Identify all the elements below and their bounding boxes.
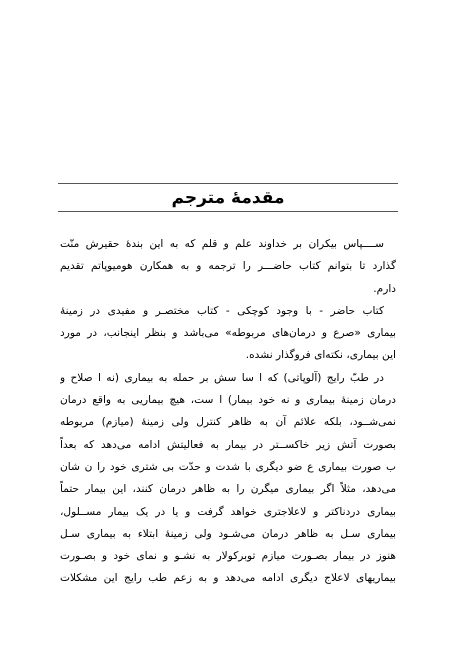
text-line: گذارد تا بتوانم کتاب حاضـــر را ترجمه و به همکارن هومیوپاتم تقدیم [60, 260, 396, 273]
text-line: در طبّ رایج (آلوپاتی) که ا سا سش بر حمله به بیماری (نه ا صلاح و [60, 371, 384, 384]
text-line: هنوز در بیمار بصـورت میازم توبرکولار به نشـو و نمای خود و بصـورت [60, 550, 396, 563]
paragraph-3 [60, 367, 396, 590]
text-line: بیماری «صرع و درمان‌های مربوطه» می‌باشد و بنظر اینجانب، در مورد [60, 327, 396, 340]
text-line: نمی‌شــود، بلکه علائم آن به ظاهر کنترل ولی زمینهٔ (میازم) مربوطه [60, 416, 396, 429]
paragraph-1 [60, 233, 396, 300]
text-line: ســــپاس بیکران بر خداوند علم و قلم که به این بندهٔ حقیرش منّت [60, 238, 384, 250]
text-line: بیماری سـل به ظاهر درمان می‌شـود ولی زمینهٔ ابتلاء به بیماری سـل [60, 527, 396, 540]
title-bottom-rule [58, 211, 398, 212]
text-line: می‌دهد، مثلاً اگر بیماری میگرن را به ظاهر درمان کنند، این بیمار حتماً [60, 483, 396, 496]
text-line: بیماریهای لاعلاج دیگری ادامه می‌دهد و به زعم طب رایج این مشکلات [60, 572, 396, 585]
text-line: ب صورت بیماری ع ضو دیگری با شدت و حدّت بی شتری خود را ن شان [60, 460, 396, 473]
text-line: درمان زمینهٔ بیماری و نه خود بیمار) ا ست، هیچ بیماریی به واقع درمان [60, 394, 396, 407]
text-line: دارم. [373, 282, 396, 295]
page-title: مقدمهٔ مترجم [171, 188, 285, 208]
text-line: بصورت آتش زیر خاکســتر در بیمار به فعالیتش ادامه می‌دهد که بعداً [60, 438, 396, 451]
body-text [60, 233, 396, 590]
title-top-rule [58, 183, 398, 184]
text-line: بیماری دردناکتر و لاعلاجتری خواهد گرفت و یا در یک بیمار مســلول، [60, 505, 396, 518]
text-line: کتاب حاضر - با وجود کوچکی - کتاب مختصـر و مفیدی در زمینهٔ [60, 304, 384, 317]
text-line: این بیماری، نکته‌ای فروگذار نشده. [245, 349, 396, 362]
paragraph-2 [60, 300, 396, 367]
